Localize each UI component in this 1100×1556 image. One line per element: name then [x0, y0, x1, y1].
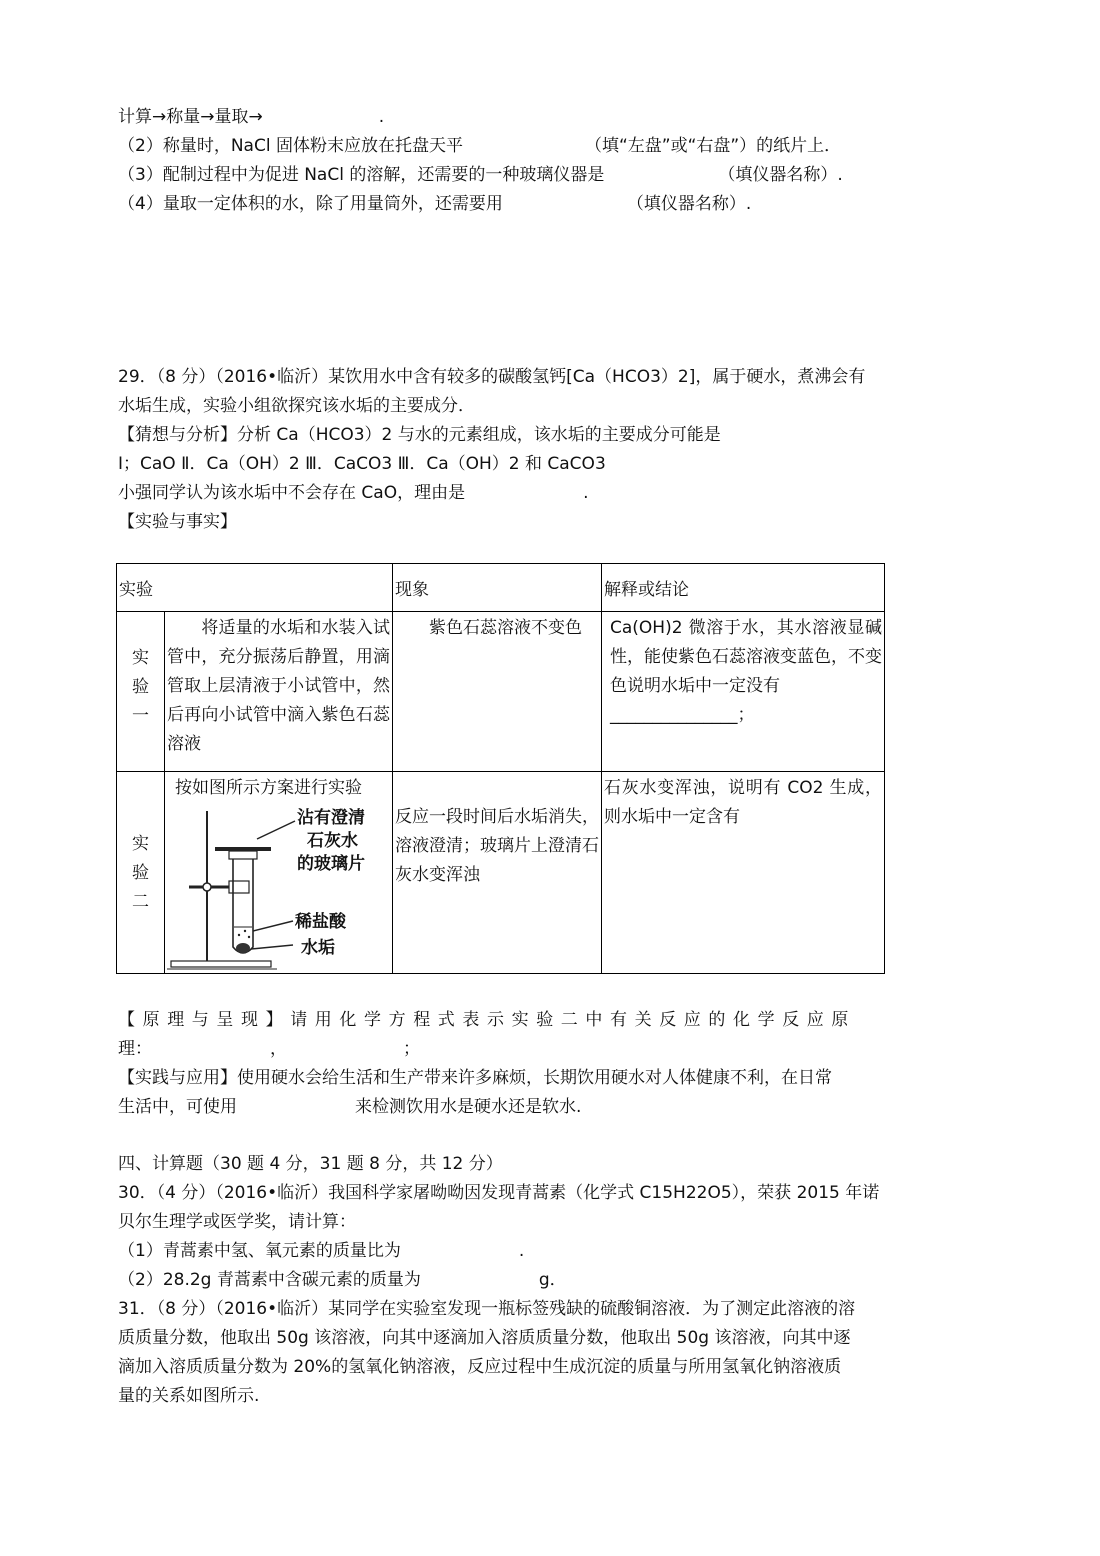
header-phenomenon: 现象: [393, 564, 602, 612]
clamp-jaw: [229, 881, 249, 893]
bubble: [238, 934, 240, 936]
label-line-glass: [257, 821, 295, 839]
q31-line-1: 31．（8 分）（2016•临沂）某同学在实验室发现一瓶标签残缺的硫酸铜溶液．为了测定此溶液的溶: [118, 1299, 856, 1319]
q30-sub-1: （1）青蒿素中氢、氧元素的质量比为 .: [118, 1241, 525, 1261]
practice-line-2: 生活中，可使用 来检测饮用水是硬水还是软水.: [118, 1097, 582, 1117]
calc-steps: 计算→称量→量取→: [118, 107, 263, 127]
row2-conclusion: 石灰水变浑浊，说明有 CO2 生成，则水垢中一定含有: [602, 772, 885, 974]
table-row: [117, 612, 885, 772]
label-glass-1: 沾有澄清: [297, 808, 365, 828]
test-tube: [233, 853, 253, 953]
q31-line-4: 量的关系如图所示.: [118, 1386, 260, 1406]
top-q2: （2）称量时，NaCl 固体粉末应放在托盘天平 （填“左盘”或“右盘”）的纸片上．: [118, 136, 842, 156]
label-glass-2: 石灰水: [307, 831, 358, 851]
q29-experiment-heading: 【实验与事实】: [118, 512, 237, 532]
header-experiment: 实验: [117, 564, 393, 612]
q29-reason: 小强同学认为该水垢中不会存在 CaO，理由是 .: [118, 483, 589, 503]
top-q3: （3）配制过程中为促进 NaCl 的溶解，还需要的一种玻璃仪器是 （填仪器名称）.: [118, 165, 843, 185]
row1-label: 实 验 一: [117, 612, 165, 772]
label-line-scale: [251, 945, 293, 949]
scale-solid: [236, 943, 250, 953]
q30-line-1: 30．（4 分）（2016•临沂）我国科学家屠呦呦因发现青蒿素（化学式 C15H22O5），荣获 2015 年诺: [118, 1183, 880, 1203]
q30-line-2: 贝尔生理学或医学奖，请计算：: [118, 1212, 356, 1232]
stand-base: [171, 961, 271, 967]
row2-label: 实 验 二: [117, 772, 165, 974]
row2-phenomenon: 反应一段时间后水垢消失，溶液澄清；玻璃片上澄清石灰水变浑浊: [393, 772, 602, 974]
label-scale: 水垢: [301, 938, 335, 958]
top-q4: （4）量取一定体积的水，除了用量筒外，还需要用 （填仪器名称）.: [118, 194, 752, 214]
label-acid: 稀盐酸: [295, 912, 346, 932]
q31-line-2: 质质量分数，他取出 50g 该溶液，向其中逐滴加入溶质质量分数，他取出 50g 该溶液，向其中逐: [118, 1328, 851, 1348]
table-header-row: [117, 564, 885, 612]
row1-phenomenon: 紫色石蕊溶液不变色: [393, 612, 602, 772]
glass-plate: [215, 847, 271, 851]
experiment-table: [116, 563, 885, 974]
row1-conclusion: Ca(OH)2 微溶于水，其水溶液显碱性，能使紫色石蕊溶液变蓝色，不变色说明水垢中一定没有 _______________；: [602, 612, 885, 772]
section-4-title: 四、计算题（30 题 4 分，31 题 8 分，共 12 分）: [118, 1154, 503, 1174]
q29-options: Ⅰ；CaO Ⅱ．Ca（OH）2 Ⅲ．CaCO3 Ⅲ．Ca（OH）2 和 CaCO3: [118, 454, 606, 474]
q29-line-2: 水垢生成，实验小组欲探究该水垢的主要成分．: [118, 396, 475, 416]
q30-sub-2: （2）28.2g 青蒿素中含碳元素的质量为 g．: [118, 1270, 567, 1290]
tube-mouth: [229, 851, 257, 859]
top-line-1: 计算→称量→量取→ .: [118, 107, 385, 127]
q29-hypothesis: 【猜想与分析】分析 Ca（HCO3）2 与水的元素组成，该水垢的主要成分可能是: [118, 425, 721, 445]
bubble: [244, 930, 246, 932]
clamp-screw: [203, 883, 211, 891]
principle-line-2: 理： ， ；: [118, 1039, 420, 1059]
q31-line-3: 滴加入溶质质量分数为 20%的氢氧化钠溶液，反应过程中生成沉淀的质量与所用氢氧化钠溶液质: [118, 1357, 842, 1377]
practice-line-1: 【实践与应用】使用硬水会给生活和生产带来许多麻烦，长期饮用硬水对人体健康不利，在日常: [118, 1068, 832, 1088]
principle-line-1: 【原理与呈现】请用化学方程式表示实验二中有关反应的化学反应原: [118, 1010, 856, 1030]
row2-procedure: 按如图所示方案进行实验 沾有澄清 石灰水 的玻璃片 稀盐酸 水垢: [165, 772, 393, 974]
apparatus-figure: [165, 803, 391, 973]
table-row: [117, 772, 885, 974]
bubble: [248, 936, 250, 938]
label-glass-3: 的玻璃片: [297, 854, 365, 874]
q29-line-1: 29．（8 分）（2016•临沂）某饮用水中含有较多的碳酸氢钙[Ca（HCO3）2]，属于硬水，煮沸会有: [118, 367, 866, 387]
label-line-acid: [253, 921, 293, 931]
row1-procedure: 将适量的水垢和水装入试管中，充分振荡后静置，用滴管取上层清液于小试管中，然后再向小试管中滴入紫色石蕊溶液: [165, 612, 393, 772]
header-conclusion: 解释或结论: [602, 564, 885, 612]
